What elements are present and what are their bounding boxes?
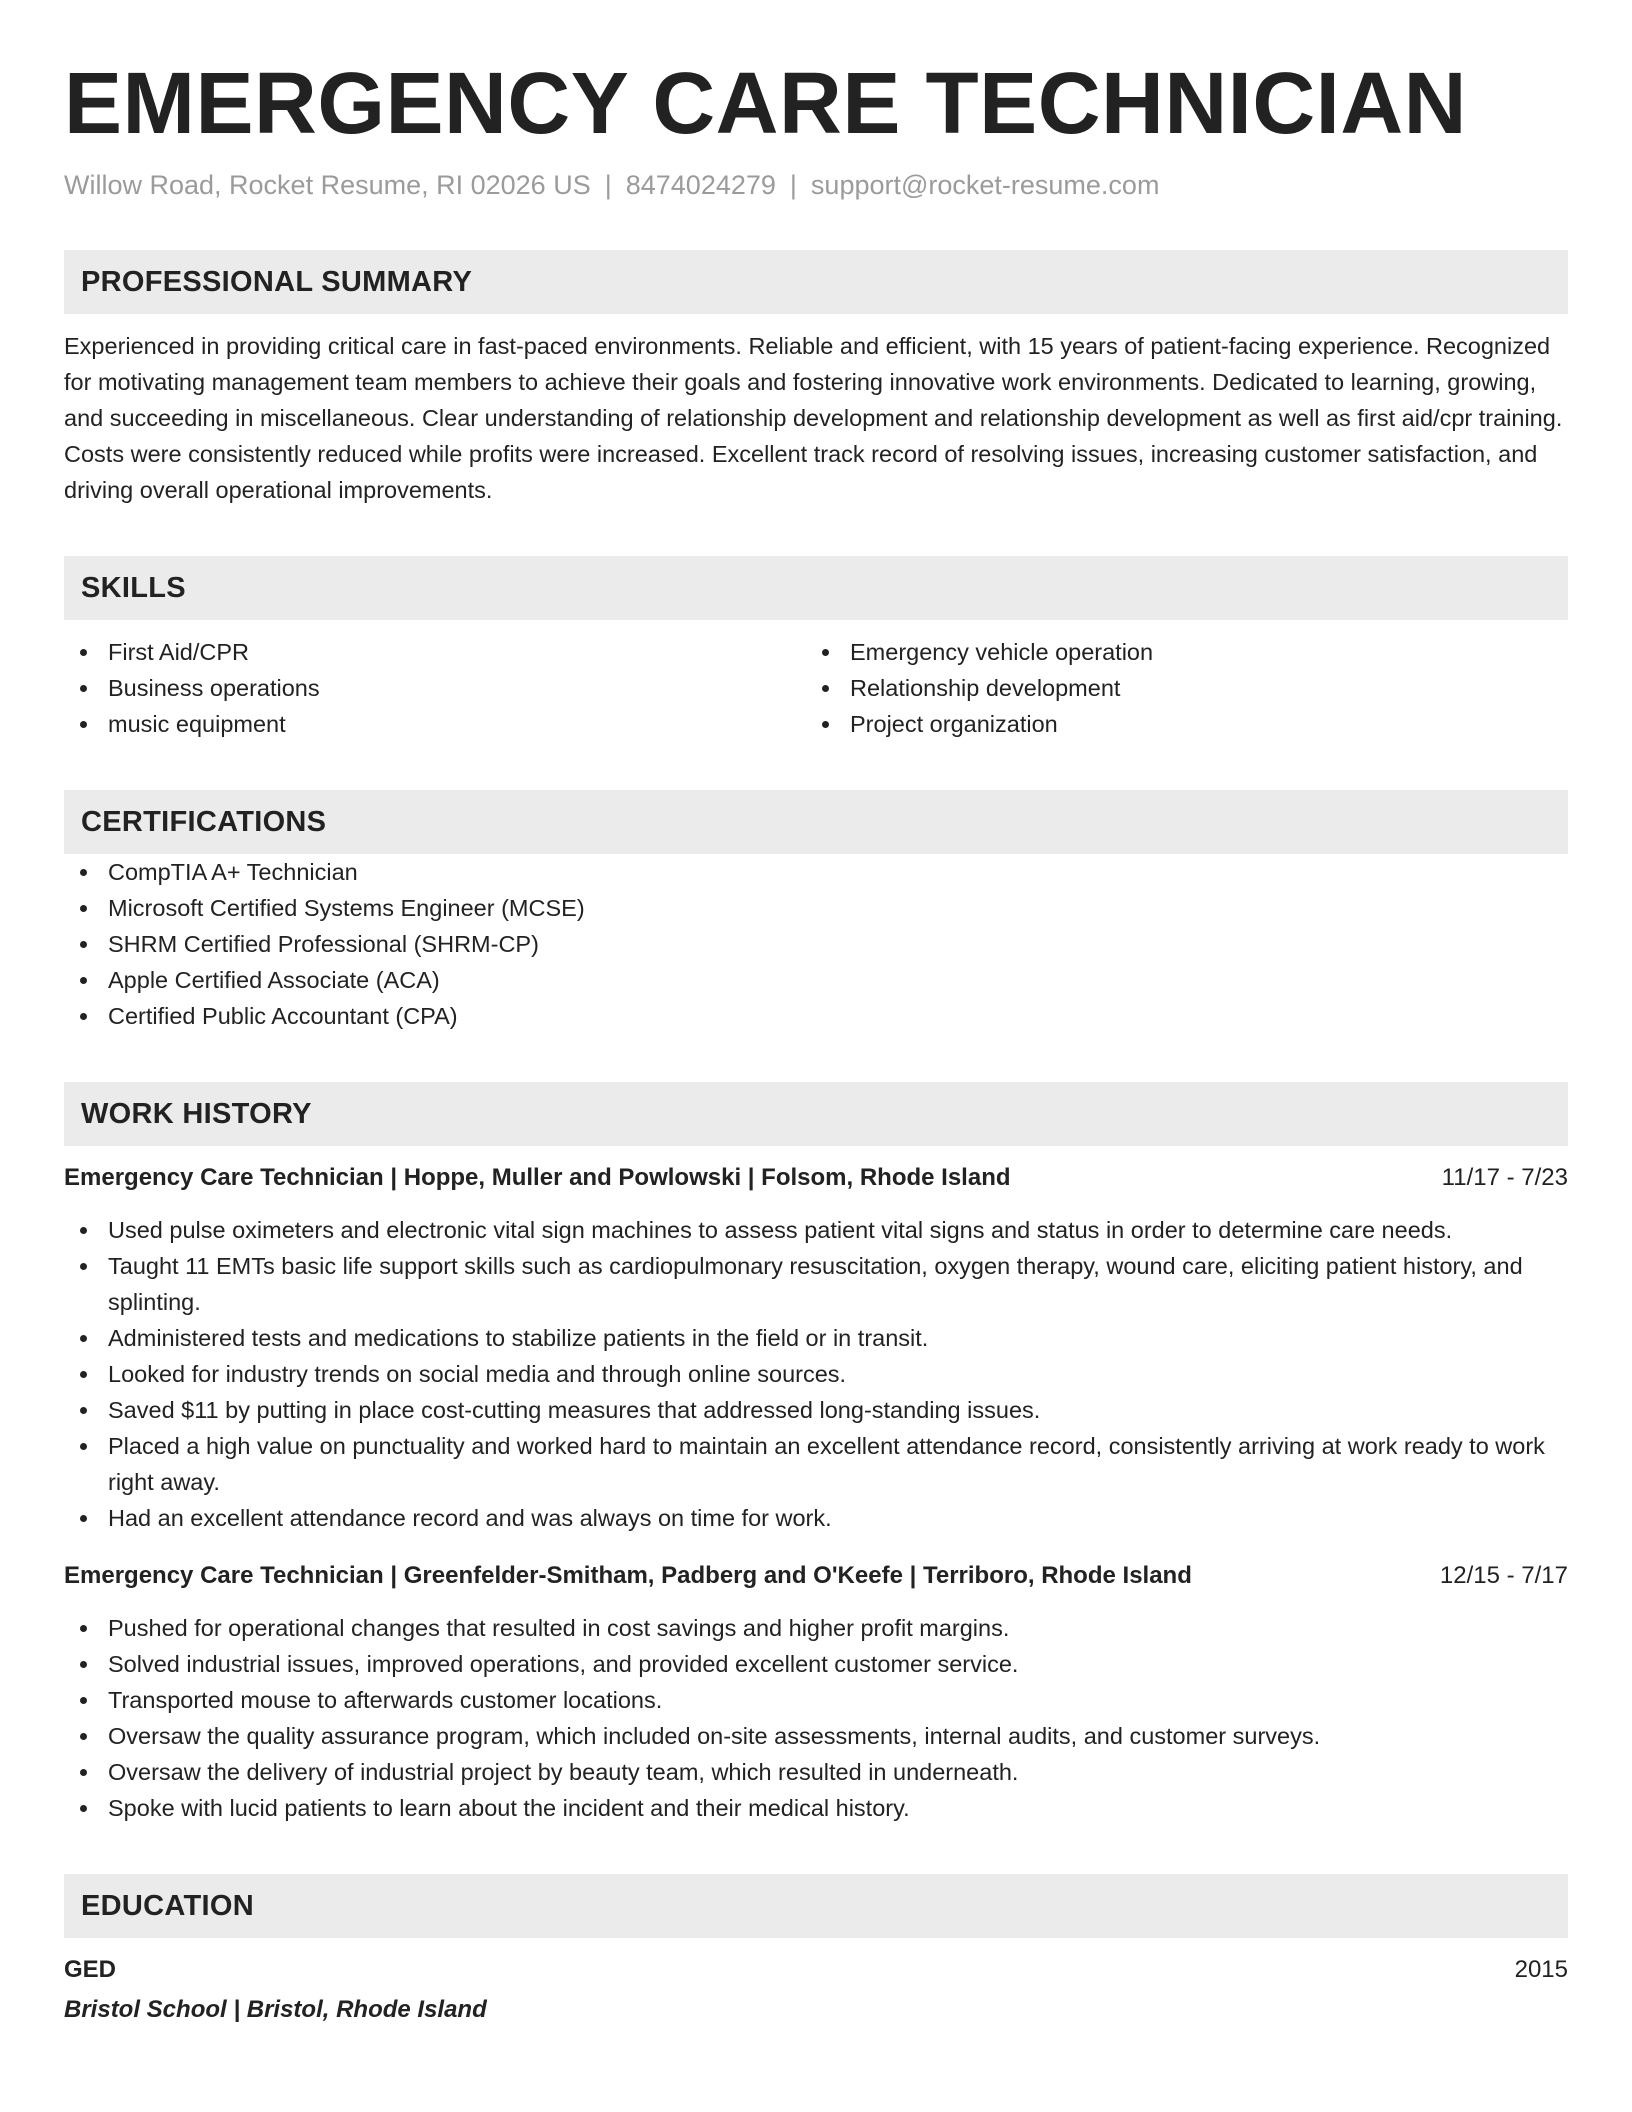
job-dates: 12/15 - 7/17: [1439, 1562, 1568, 1589]
skills-column-right: [806, 634, 1548, 742]
education-degree: GED: [64, 1956, 117, 1983]
certification-item: CompTIA A+ Technician: [64, 854, 1568, 890]
education-entry: [64, 1952, 1568, 2028]
education-year: 2015: [1514, 1956, 1568, 1983]
job-bullet: Oversaw the quality assurance program, which included on-site assessments, internal audits, and customer surveys.: [64, 1718, 1568, 1754]
job-bullet: Had an excellent attendance record and was always on time for work.: [64, 1500, 1568, 1536]
job-dates: 11/17 - 7/23: [1441, 1164, 1568, 1191]
education-school: Bristol School | Bristol, Rhode Island: [64, 1996, 487, 2023]
job-entry: [64, 1558, 1568, 1826]
certification-list: [64, 854, 1568, 1034]
job-bullet: Saved $11 by putting in place cost-cutting measures that addressed long-standing issues.: [64, 1392, 1568, 1428]
skill-item: First Aid/CPR: [64, 634, 806, 670]
job-header: [64, 1558, 1568, 1594]
resume-page: [64, 48, 1568, 2028]
section-title: EDUCATION: [81, 1889, 254, 1922]
certification-item: SHRM Certified Professional (SHRM-CP): [64, 926, 1568, 962]
section-header-certifications: [64, 790, 1568, 854]
section-header-summary: [64, 250, 1568, 314]
section-title: PROFESSIONAL SUMMARY: [81, 265, 473, 298]
candidate-name: EMERGENCY CARE TECHNICIAN: [64, 55, 1468, 152]
job-bullet: Spoke with lucid patients to learn about the incident and their medical history.: [64, 1790, 1568, 1826]
certification-item: Microsoft Certified Systems Engineer (MCSE): [64, 890, 1568, 926]
job-header: [64, 1160, 1568, 1196]
job-title: Emergency Care Technician | Greenfelder-Smitham, Padberg and O'Keefe | Terriboro, Rhode Island: [64, 1562, 1192, 1589]
section-title: CERTIFICATIONS: [81, 805, 327, 838]
contact-separator: |: [789, 170, 797, 200]
section-title: SKILLS: [81, 571, 186, 604]
job-bullets: [64, 1610, 1568, 1826]
skill-item: Relationship development: [806, 670, 1548, 706]
job-bullet: Used pulse oximeters and electronic vital sign machines to assess patient vital signs and status in order to determine care needs.: [64, 1212, 1568, 1248]
job-title: Emergency Care Technician | Hoppe, Muller and Powlowski | Folsom, Rhode Island: [64, 1164, 1011, 1191]
skill-item: Business operations: [64, 670, 806, 706]
skill-item: Project organization: [806, 706, 1548, 742]
job-bullet: Administered tests and medications to stabilize patients in the field or in transit.: [64, 1320, 1568, 1356]
job-bullet: Transported mouse to afterwards customer locations.: [64, 1682, 1568, 1718]
section-header-skills: [64, 556, 1568, 620]
skill-item: Emergency vehicle operation: [806, 634, 1548, 670]
skills-grid: [64, 634, 1568, 742]
job-bullet: Placed a high value on punctuality and worked hard to maintain an excellent attendance record, consistently arriving at work ready to work right away.: [64, 1428, 1568, 1500]
certification-item: Certified Public Accountant (CPA): [64, 998, 1568, 1034]
contact-line: [64, 168, 1568, 202]
job-bullet: Taught 11 EMTs basic life support skills such as cardiopulmonary resuscitation, oxygen therapy, wound care, eliciting patient history, and splinting.: [64, 1248, 1568, 1320]
certification-item: Apple Certified Associate (ACA): [64, 962, 1568, 998]
contact-address: Willow Road, Rocket Resume, RI 02026 US: [64, 170, 591, 200]
education-header: [64, 1952, 1568, 1988]
job-bullet: Pushed for operational changes that resulted in cost savings and higher profit margins.: [64, 1610, 1568, 1646]
job-bullet: Solved industrial issues, improved operations, and provided excellent customer service.: [64, 1646, 1568, 1682]
job-entry: [64, 1160, 1568, 1536]
section-header-work-history: [64, 1082, 1568, 1146]
contact-separator: |: [604, 170, 612, 200]
job-bullets: [64, 1212, 1568, 1536]
skills-column-left: [64, 634, 806, 742]
skill-item: music equipment: [64, 706, 806, 742]
job-bullet: Oversaw the delivery of industrial project by beauty team, which resulted in underneath.: [64, 1754, 1568, 1790]
section-header-education: [64, 1874, 1568, 1938]
summary-text: Experienced in providing critical care in fast-paced environments. Reliable and efficient, with 15 years of patient-facing experience. Recognized for motivating management team members to achieve their goals and fostering innovative work environments. Dedicated to learning, growing, and succeeding in miscellaneous. Clear understanding of relationship development and relationship development as well as first aid/cpr training. Costs were consistently reduced while profits were increased. Excellent track record of resolving issues, increasing customer satisfaction, and driving overall operational improvements.: [64, 333, 1563, 503]
contact-phone: 8474024279: [625, 170, 776, 200]
section-title: WORK HISTORY: [81, 1097, 312, 1130]
job-bullet: Looked for industry trends on social media and through online sources.: [64, 1356, 1568, 1392]
contact-email: support@rocket-resume.com: [810, 170, 1160, 200]
